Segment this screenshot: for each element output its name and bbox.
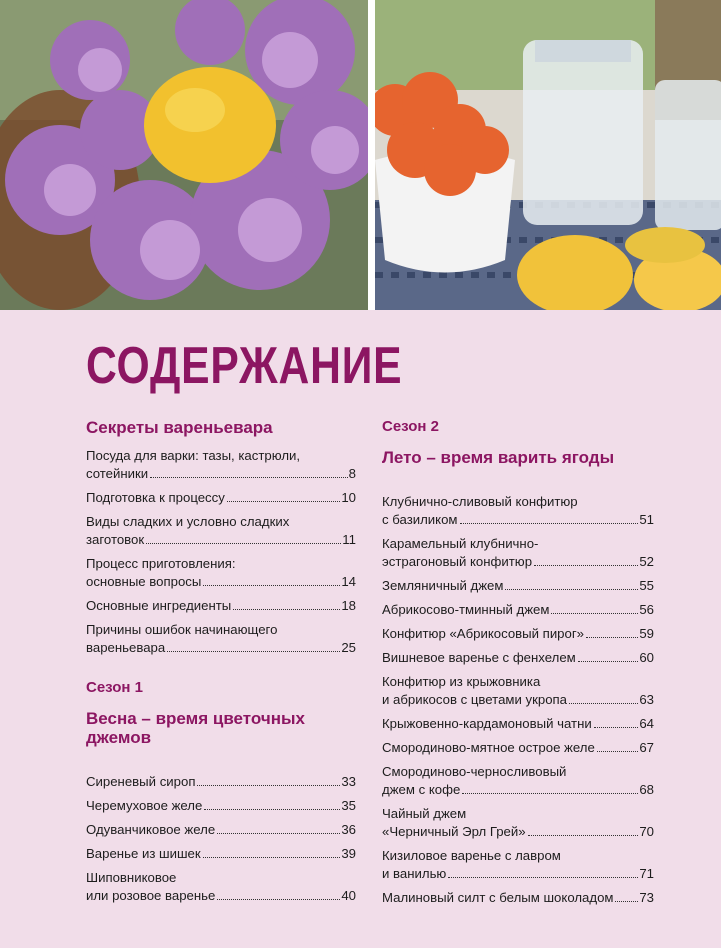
entry-text: Конфитюр «Абрикосовый пирог»: [382, 626, 584, 641]
leader-dots: [203, 584, 340, 586]
entry-text: Виды сладких и условно сладких: [86, 514, 290, 529]
leader-dots: [217, 832, 340, 834]
toc-entry: [382, 493, 654, 529]
toc-entry: [382, 715, 654, 733]
leader-dots: [448, 876, 638, 878]
toc-entry: [382, 673, 654, 709]
leader-dots: [462, 792, 638, 794]
entry-text: Варенье из шишек: [86, 846, 201, 861]
page-number: 56: [639, 602, 654, 617]
entry-text: Кизиловое варенье с лавром: [382, 848, 561, 863]
toc-entry: [382, 739, 654, 757]
leader-dots: [569, 702, 638, 704]
leader-dots: [203, 856, 341, 858]
toc-entry: [86, 621, 356, 657]
page-number: 33: [341, 774, 356, 789]
leader-dots: [528, 834, 639, 836]
page-number: 36: [341, 822, 356, 837]
toc-right-column: [382, 418, 654, 913]
entry-text: Конфитюр из крыжовника: [382, 674, 541, 689]
entry-text: джем с кофе: [382, 782, 461, 797]
section-heading: [86, 709, 356, 747]
page-number: 63: [639, 692, 654, 707]
leader-dots: [233, 608, 340, 610]
page-number: 64: [639, 716, 654, 731]
entry-text: и абрикосов с цветами укропа: [382, 692, 568, 707]
entry-text: Клубнично-сливовый конфитюр: [382, 494, 578, 509]
page-number: 70: [639, 824, 654, 839]
heading-line: джемов: [86, 728, 152, 747]
page-number: 39: [341, 846, 356, 861]
toc-entry: [86, 597, 356, 615]
toc-entry: [382, 649, 654, 667]
leader-dots: [534, 564, 638, 566]
entry-text: Чайный джем: [382, 806, 467, 821]
section-heading: Лето – время варить ягоды: [382, 448, 615, 467]
page-number: 67: [639, 740, 654, 755]
page-number: 35: [341, 798, 356, 813]
page-number: 73: [639, 890, 654, 905]
toc-entry: [382, 889, 654, 907]
entry-text: «Черничный Эрл Грей»: [382, 824, 526, 839]
entry-text: Карамельный клубнично-: [382, 536, 539, 551]
apricots-jars-photo: [375, 0, 721, 310]
page-number: 51: [639, 512, 654, 527]
entry-text: Крыжовенно-кардамоновый чатни: [382, 716, 592, 731]
toc-entry: [86, 555, 356, 591]
leader-dots: [227, 500, 340, 502]
entry-text: Процесс приготовления:: [86, 556, 236, 571]
entry-text: Земляничный джем: [382, 578, 504, 593]
entry-text: Черемуховое желе: [86, 798, 203, 813]
toc-entry: [382, 763, 654, 799]
entry-text: Посуда для варки: тазы, кастрюли,: [86, 448, 301, 463]
toc-entry: [86, 447, 356, 483]
entry-text: вареньевара: [86, 640, 166, 655]
page-number: 71: [639, 866, 654, 881]
entry-text: Смородиново-черносливовый: [382, 764, 567, 779]
leader-dots: [197, 784, 340, 786]
header-photos: [0, 0, 721, 310]
toc-entry: [382, 625, 654, 643]
toc-entry: [382, 847, 654, 883]
entry-text: основные вопросы: [86, 574, 202, 589]
leader-dots: [586, 636, 638, 638]
toc-entry: [86, 773, 356, 791]
leader-dots: [460, 522, 639, 524]
page-number: 8: [348, 466, 356, 481]
entry-text: Одуванчиковое желе: [86, 822, 216, 837]
toc-entry: [382, 577, 654, 595]
page-number: 55: [639, 578, 654, 593]
page-number: 10: [341, 490, 356, 505]
leader-dots: [551, 612, 638, 614]
page-number: 60: [639, 650, 654, 665]
entry-text: Малиновый силт с белым шоколадом: [382, 890, 614, 905]
page-number: 14: [341, 574, 356, 589]
page-number: 18: [341, 598, 356, 613]
entry-text: Причины ошибок начинающего: [86, 622, 278, 637]
page-number: 40: [341, 888, 356, 903]
leader-dots: [594, 726, 639, 728]
season-label: Сезон 1: [86, 679, 143, 696]
entry-text: сотейники: [86, 466, 149, 481]
entry-text: с базиликом: [382, 512, 458, 527]
toc-entry: [382, 805, 654, 841]
entry-text: эстрагоновый конфитюр: [382, 554, 533, 569]
entry-text: Сиреневый сироп: [86, 774, 196, 789]
lilac-lemon-basket-photo: [0, 0, 368, 310]
toc-left-column: [86, 418, 356, 911]
leader-dots: [578, 660, 639, 662]
entry-text: заготовок: [86, 532, 145, 547]
entry-text: Абрикосово-тминный джем: [382, 602, 550, 617]
entry-text: и ванилью: [382, 866, 447, 881]
heading-line: Весна – время цветочных: [86, 709, 305, 728]
page-number: 52: [639, 554, 654, 569]
toc-entry: [382, 535, 654, 571]
leader-dots: [217, 898, 340, 900]
leader-dots: [146, 542, 341, 544]
entry-text: Вишневое варенье с фенхелем: [382, 650, 576, 665]
toc-entry: [86, 869, 356, 905]
entry-text: или розовое варенье: [86, 888, 216, 903]
entry-text: Подготовка к процессу: [86, 490, 225, 505]
toc-entry: [86, 845, 356, 863]
toc-entry: [86, 797, 356, 815]
leader-dots: [597, 750, 639, 752]
season-label: Сезон 2: [382, 418, 439, 435]
entry-text: Шиповниковое: [86, 870, 177, 885]
leader-dots: [167, 650, 340, 652]
leader-dots: [505, 588, 638, 590]
page-number: 11: [342, 532, 356, 547]
toc-entry: [86, 513, 356, 549]
toc-entry: [86, 489, 356, 507]
page-number: 59: [639, 626, 654, 641]
page-title: СОДЕРЖАНИЕ: [86, 337, 403, 395]
leader-dots: [150, 476, 347, 478]
page-number: 68: [639, 782, 654, 797]
toc-entry: [382, 601, 654, 619]
leader-dots: [204, 808, 340, 810]
entry-text: Основные ингредиенты: [86, 598, 232, 613]
entry-text: Смородиново-мятное острое желе: [382, 740, 595, 755]
leader-dots: [615, 900, 638, 902]
section-heading: Секреты вареньевара: [86, 418, 273, 437]
page-number: 25: [341, 640, 356, 655]
toc-entry: [86, 821, 356, 839]
